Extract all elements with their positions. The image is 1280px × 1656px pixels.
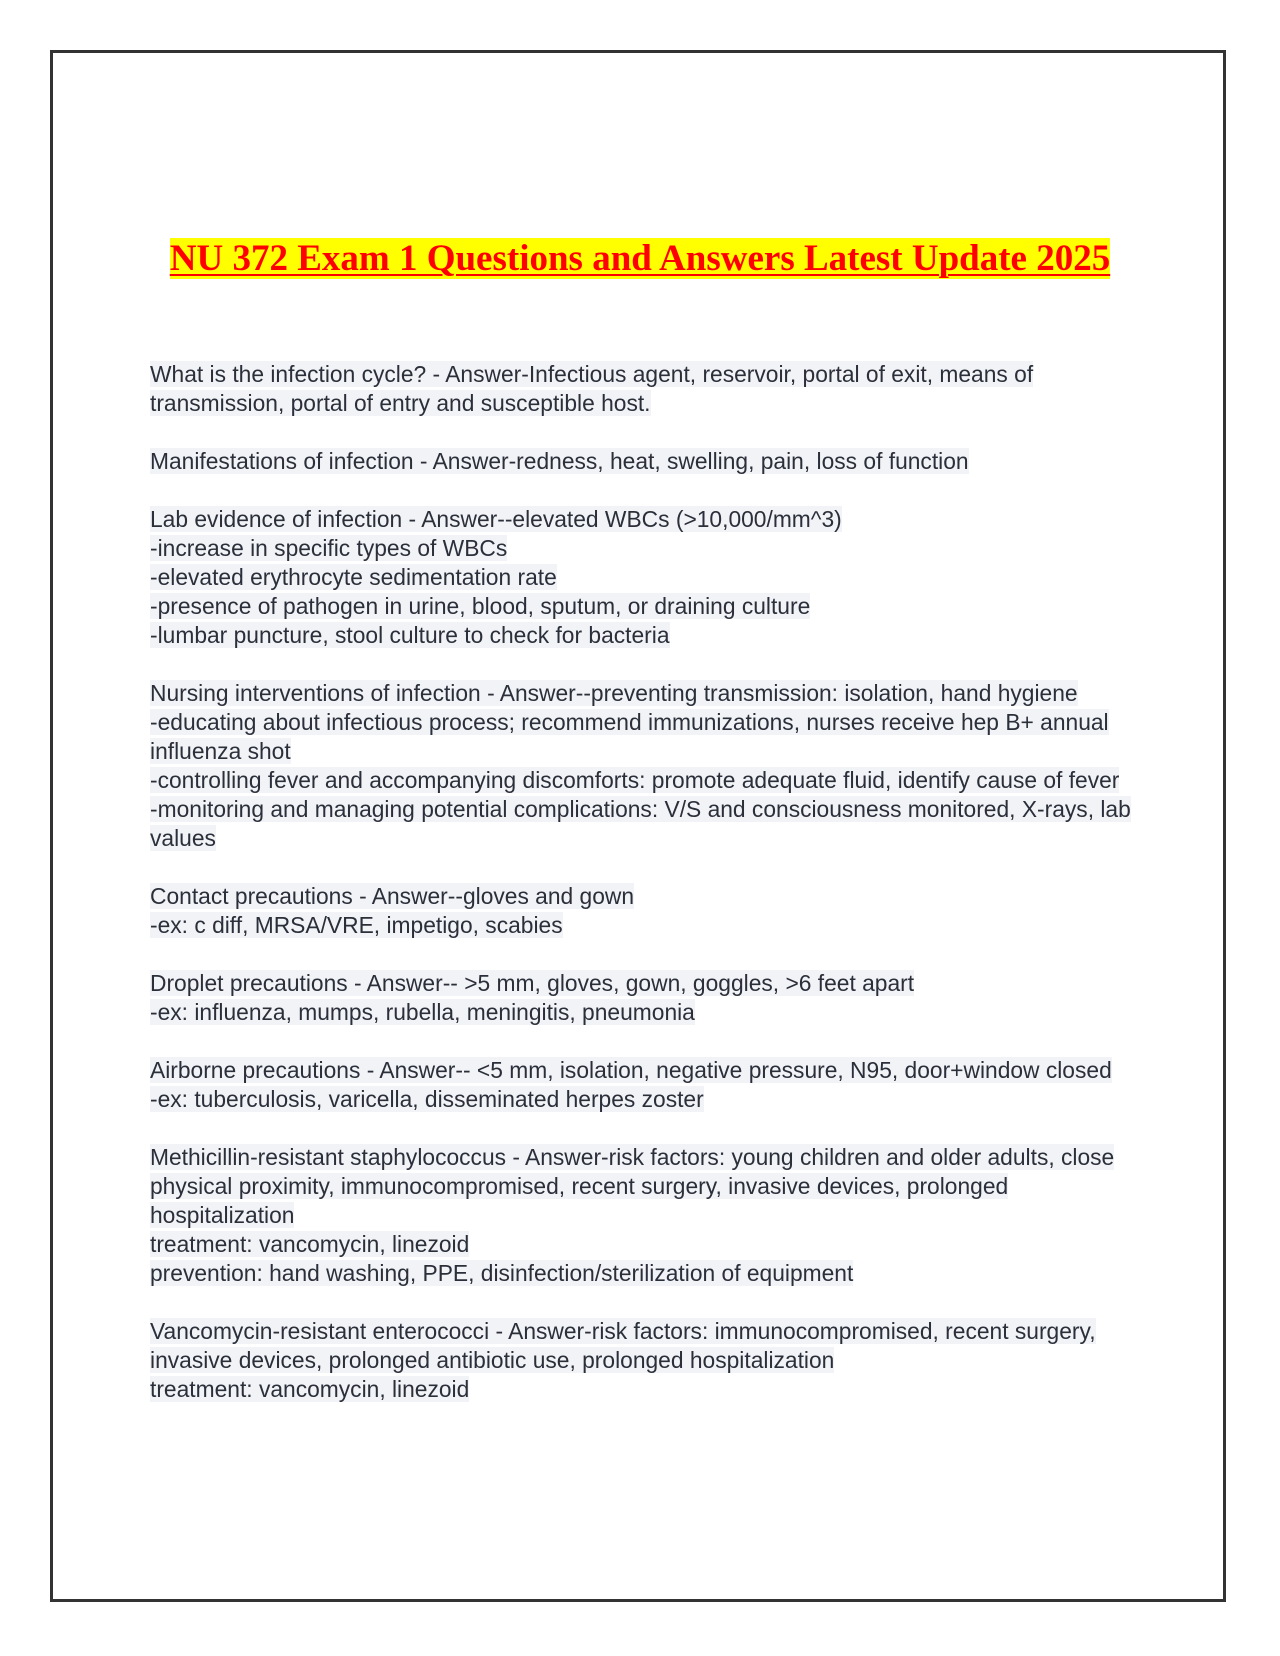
qa-item (150, 1317, 1140, 1404)
qa-line: -ex: tuberculosis, varicella, disseminated herpes zoster (150, 1086, 704, 1112)
qa-line: Vancomycin-resistant enterococci - Answer-risk factors: immunocompromised, recent surgery, invasive devices, prolonged antibiotic use, prolonged hospitalization (150, 1318, 1096, 1373)
qa-line: -controlling fever and accompanying discomforts: promote adequate fluid, identify cause of fever (150, 767, 1120, 793)
qa-item (150, 969, 1140, 1027)
qa-line: Lab evidence of infection - Answer--elevated WBCs (>10,000/mm^3) (150, 506, 842, 532)
qa-item (150, 882, 1140, 940)
qa-list (150, 360, 1140, 1433)
qa-item (150, 1056, 1140, 1114)
qa-line: Droplet precautions - Answer-- >5 mm, gloves, gown, goggles, >6 feet apart (150, 970, 915, 996)
qa-line: -presence of pathogen in urine, blood, sputum, or draining culture (150, 593, 811, 619)
qa-line: Manifestations of infection - Answer-redness, heat, swelling, pain, loss of function (150, 448, 969, 474)
qa-line: -elevated erythrocyte sedimentation rate (150, 564, 557, 590)
qa-line: Contact precautions - Answer--gloves and gown (150, 883, 635, 909)
qa-item (150, 1143, 1140, 1288)
qa-line: Nursing interventions of infection - Answer--preventing transmission: isolation, hand hygiene (150, 680, 1078, 706)
qa-line: -ex: c diff, MRSA/VRE, impetigo, scabies (150, 912, 563, 938)
qa-item (150, 447, 1140, 476)
qa-item (150, 505, 1140, 650)
document-title-text: NU 372 Exam 1 Questions and Answers Latest Update 2025 (169, 238, 1111, 279)
qa-line: prevention: hand washing, PPE, disinfection/sterilization of equipment (150, 1260, 854, 1286)
qa-line: treatment: vancomycin, linezoid (150, 1376, 470, 1402)
qa-line: -monitoring and managing potential complications: V/S and consciousness monitored, X-rays, lab values (150, 796, 1131, 851)
qa-line: What is the infection cycle? - Answer-Infectious agent, reservoir, portal of exit, means of transmission, portal of entry and susceptible host. (150, 361, 1034, 416)
qa-line: -lumbar puncture, stool culture to check for bacteria (150, 622, 670, 648)
document-title (150, 234, 1130, 283)
qa-line: -ex: influenza, mumps, rubella, meningitis, pneumonia (150, 999, 695, 1025)
qa-line: -educating about infectious process; recommend immunizations, nurses receive hep B+ annual influenza shot (150, 709, 1109, 764)
qa-item (150, 360, 1140, 418)
qa-line: Airborne precautions - Answer-- <5 mm, isolation, negative pressure, N95, door+window closed (150, 1057, 1112, 1083)
qa-line: Methicillin-resistant staphylococcus - Answer-risk factors: young children and older adults, close physical proximity, immunocompromised, recent surgery, invasive devices, prolonged hospitalization (150, 1144, 1115, 1228)
qa-item (150, 679, 1140, 853)
qa-line: treatment: vancomycin, linezoid (150, 1231, 470, 1257)
qa-line: -increase in specific types of WBCs (150, 535, 508, 561)
